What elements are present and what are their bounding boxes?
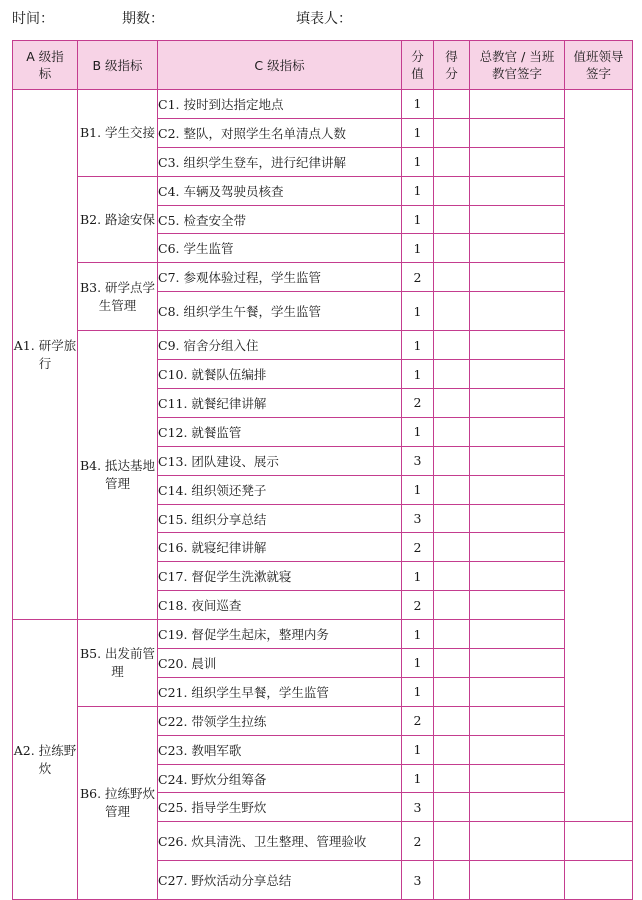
score-cell: 1 [402, 90, 434, 119]
c-level-cell: C25. 指导学生野炊 [158, 793, 402, 822]
got-score-input[interactable] [434, 533, 470, 562]
c-level-cell: C23. 教唱军歌 [158, 735, 402, 764]
table-row [13, 90, 633, 119]
got-score-input[interactable] [434, 793, 470, 822]
score-cell: 1 [402, 620, 434, 649]
table-row [13, 263, 633, 292]
got-score-input[interactable] [434, 861, 470, 900]
instructor-sign-cell[interactable] [470, 263, 565, 292]
c-level-cell: C11. 就餐纪律讲解 [158, 389, 402, 418]
b-level-cell: B4. 抵达基地管理 [78, 331, 158, 620]
instructor-sign-cell[interactable] [470, 176, 565, 205]
got-score-input[interactable] [434, 677, 470, 706]
instructor-sign-cell[interactable] [470, 735, 565, 764]
score-cell: 1 [402, 176, 434, 205]
instructor-sign-cell[interactable] [470, 389, 565, 418]
header-instructor-sign: 总教官 / 当班教官签字 [470, 41, 565, 90]
score-cell: 3 [402, 861, 434, 900]
instructor-sign-cell[interactable] [470, 234, 565, 263]
leader-sign-cell[interactable] [565, 861, 633, 900]
table-row [13, 176, 633, 205]
instructor-sign-cell[interactable] [470, 533, 565, 562]
b-level-cell: B3. 研学点学生管理 [78, 263, 158, 331]
b-level-cell: B6. 拉练野炊管理 [78, 706, 158, 900]
score-cell: 1 [402, 735, 434, 764]
c-level-cell: C2. 整队，对照学生名单清点人数 [158, 118, 402, 147]
leader-sign-cell[interactable] [565, 90, 633, 822]
got-score-input[interactable] [434, 234, 470, 263]
got-score-input[interactable] [434, 360, 470, 389]
b-level-cell: B2. 路途安保 [78, 176, 158, 263]
got-score-input[interactable] [434, 649, 470, 678]
got-score-input[interactable] [434, 292, 470, 331]
instructor-sign-cell[interactable] [470, 706, 565, 735]
got-score-input[interactable] [434, 90, 470, 119]
header-a-level: A 级指标 [13, 41, 78, 90]
instructor-sign-cell[interactable] [470, 649, 565, 678]
got-score-input[interactable] [434, 620, 470, 649]
score-cell: 1 [402, 292, 434, 331]
c-level-cell: C27. 野炊活动分享总结 [158, 861, 402, 900]
got-score-input[interactable] [434, 176, 470, 205]
instructor-sign-cell[interactable] [470, 360, 565, 389]
score-cell: 2 [402, 389, 434, 418]
c-level-cell: C20. 晨训 [158, 649, 402, 678]
instructor-sign-cell[interactable] [470, 292, 565, 331]
instructor-sign-cell[interactable] [470, 822, 565, 861]
score-cell: 3 [402, 504, 434, 533]
c-level-cell: C19. 督促学生起床，整理内务 [158, 620, 402, 649]
c-level-cell: C10. 就餐队伍编排 [158, 360, 402, 389]
c-level-cell: C26. 炊具清洗、卫生整理、管理验收 [158, 822, 402, 861]
leader-sign-cell[interactable] [565, 822, 633, 861]
got-score-input[interactable] [434, 764, 470, 793]
table-row [13, 331, 633, 360]
instructor-sign-cell[interactable] [470, 205, 565, 234]
score-cell: 2 [402, 263, 434, 292]
score-cell: 3 [402, 793, 434, 822]
got-score-input[interactable] [434, 562, 470, 591]
a-level-cell: A2. 拉练野炊 [13, 620, 78, 900]
score-cell: 2 [402, 533, 434, 562]
instructor-sign-cell[interactable] [470, 677, 565, 706]
got-score-input[interactable] [434, 147, 470, 176]
score-cell: 1 [402, 677, 434, 706]
got-score-input[interactable] [434, 504, 470, 533]
header-leader-sign: 值班领导签字 [565, 41, 633, 90]
c-level-cell: C14. 组织领还凳子 [158, 475, 402, 504]
instructor-sign-cell[interactable] [470, 90, 565, 119]
got-score-input[interactable] [434, 706, 470, 735]
instructor-sign-cell[interactable] [470, 591, 565, 620]
score-cell: 1 [402, 562, 434, 591]
score-cell: 1 [402, 475, 434, 504]
c-level-cell: C15. 组织分享总结 [158, 504, 402, 533]
score-cell: 1 [402, 234, 434, 263]
score-cell: 1 [402, 205, 434, 234]
c-level-cell: C24. 野炊分组筹备 [158, 764, 402, 793]
score-cell: 2 [402, 591, 434, 620]
a-level-cell: A1. 研学旅行 [13, 90, 78, 620]
score-cell: 1 [402, 147, 434, 176]
score-cell: 1 [402, 118, 434, 147]
score-cell: 1 [402, 417, 434, 446]
score-cell: 3 [402, 446, 434, 475]
score-cell: 1 [402, 764, 434, 793]
got-score-input[interactable] [434, 822, 470, 861]
score-cell: 1 [402, 331, 434, 360]
table-header-row [13, 41, 633, 90]
header-c-level: C 级指标 [158, 41, 402, 90]
time-label: 时间： [12, 11, 54, 27]
table-row [13, 706, 633, 735]
got-score-input[interactable] [434, 389, 470, 418]
score-cell: 1 [402, 360, 434, 389]
c-level-cell: C6. 学生监管 [158, 234, 402, 263]
c-level-cell: C12. 就餐监管 [158, 417, 402, 446]
got-score-input[interactable] [434, 118, 470, 147]
c-level-cell: C5. 检查安全带 [158, 205, 402, 234]
c-level-cell: C18. 夜间巡查 [158, 591, 402, 620]
got-score-input[interactable] [434, 446, 470, 475]
header-got: 得分 [434, 41, 470, 90]
c-level-cell: C13. 团队建设、展示 [158, 446, 402, 475]
got-score-input[interactable] [434, 417, 470, 446]
instructor-sign-cell[interactable] [470, 504, 565, 533]
form-header [0, 8, 642, 28]
header-score: 分值 [402, 41, 434, 90]
score-cell: 1 [402, 649, 434, 678]
c-level-cell: C4. 车辆及驾驶员核查 [158, 176, 402, 205]
instructor-sign-cell[interactable] [470, 793, 565, 822]
instructor-sign-cell[interactable] [470, 475, 565, 504]
instructor-sign-cell[interactable] [470, 417, 565, 446]
c-level-cell: C3. 组织学生登车，进行纪律讲解 [158, 147, 402, 176]
c-level-cell: C8. 组织学生午餐，学生监管 [158, 292, 402, 331]
c-level-cell: C16. 就寝纪律讲解 [158, 533, 402, 562]
instructor-sign-cell[interactable] [470, 331, 565, 360]
got-score-input[interactable] [434, 205, 470, 234]
b-level-cell: B1. 学生交接 [78, 90, 158, 177]
score-cell: 2 [402, 822, 434, 861]
c-level-cell: C1. 按时到达指定地点 [158, 90, 402, 119]
period-label: 期数： [122, 11, 164, 27]
c-level-cell: C7. 参观体验过程，学生监管 [158, 263, 402, 292]
b-level-cell: B5. 出发前管理 [78, 620, 158, 707]
c-level-cell: C17. 督促学生洗漱就寝 [158, 562, 402, 591]
score-cell: 2 [402, 706, 434, 735]
header-b-level: B 级指标 [78, 41, 158, 90]
filler-label: 填表人： [296, 11, 352, 27]
got-score-input[interactable] [434, 591, 470, 620]
table-row [13, 620, 633, 649]
c-level-cell: C21. 组织学生早餐，学生监管 [158, 677, 402, 706]
got-score-input[interactable] [434, 735, 470, 764]
instructor-sign-cell[interactable] [470, 147, 565, 176]
instructor-sign-cell[interactable] [470, 446, 565, 475]
evaluation-table [12, 40, 633, 900]
got-score-input[interactable] [434, 263, 470, 292]
instructor-sign-cell[interactable] [470, 562, 565, 591]
got-score-input[interactable] [434, 475, 470, 504]
instructor-sign-cell[interactable] [470, 861, 565, 900]
instructor-sign-cell[interactable] [470, 118, 565, 147]
c-level-cell: C9. 宿舍分组入住 [158, 331, 402, 360]
instructor-sign-cell[interactable] [470, 764, 565, 793]
got-score-input[interactable] [434, 331, 470, 360]
c-level-cell: C22. 带领学生拉练 [158, 706, 402, 735]
instructor-sign-cell[interactable] [470, 620, 565, 649]
